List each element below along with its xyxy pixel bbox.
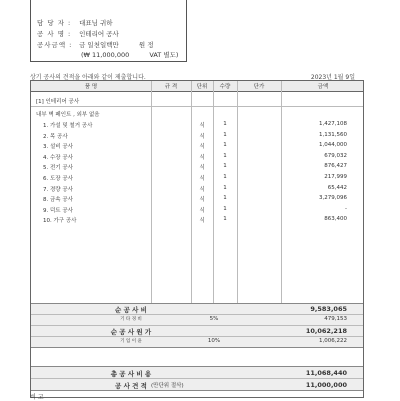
item-name: 1. 가설 및 철거 공사: [43, 123, 93, 129]
amount-unit: 원 정: [138, 41, 154, 49]
item-amount: -: [345, 205, 347, 212]
net-cost-label: 순 공 사 비: [115, 306, 147, 314]
item-unit: 식: [199, 144, 205, 151]
profit-label: 기 업 이 윤: [120, 339, 142, 344]
profit-rate: 10%: [207, 338, 221, 344]
header-item: 품 명: [84, 84, 98, 90]
manager-row: [37, 18, 113, 27]
row-divider: [31, 325, 363, 326]
item-amount: 876,427: [324, 163, 347, 170]
vat-note: VAT 별도): [149, 51, 179, 59]
item-amount: 1,044,000: [319, 142, 347, 149]
item-qty: 1: [223, 121, 227, 127]
project-row: [37, 29, 119, 38]
item-unit: 식: [199, 176, 205, 182]
item-amount: 863,400: [324, 216, 347, 223]
header-price: 단가: [253, 84, 265, 90]
estimate-note: (만단위 절삭): [151, 383, 184, 389]
item-qty: 1: [223, 184, 227, 191]
item-qty: 1: [223, 163, 227, 170]
header-spec: 규 격: [164, 84, 178, 90]
row-divider: [31, 336, 363, 337]
item-amount: 3,279,096: [319, 195, 347, 202]
estimate-value: 11,000,000: [305, 381, 347, 389]
item-unit: 식: [199, 218, 205, 225]
recipient-info-box: [30, 0, 187, 62]
col-line: [281, 81, 282, 303]
row-divider: [31, 303, 363, 304]
item-amount: 679,032: [324, 152, 347, 159]
section-title: [1] 인테리어 공사: [36, 99, 80, 105]
manager-value: 대표님 귀하: [79, 19, 113, 27]
item-amount: 65,442: [327, 184, 347, 191]
other-cost-label: 기 타 경 비: [120, 317, 142, 322]
header-amount: 금액: [317, 84, 329, 90]
item-name: 5. 전기 공사: [43, 165, 73, 172]
item-unit: 식: [199, 186, 205, 193]
estimate-table: [30, 80, 364, 398]
row-divider: [31, 390, 363, 391]
table-header: [31, 81, 363, 92]
project-label: 공 사 명 :: [37, 30, 72, 38]
item-name: 10. 가구 공사: [43, 218, 77, 225]
item-qty: 1: [223, 142, 227, 149]
intro-text: 상기 공사의 견적을 아래와 같이 제출합니다.: [30, 74, 146, 81]
col-line: [213, 81, 214, 303]
item-unit: 식: [199, 207, 205, 214]
row-divider: [31, 106, 363, 107]
amount-label: 공사금액 :: [37, 41, 73, 49]
net-cost-value: 9,583,065: [310, 305, 347, 313]
item-unit: 식: [199, 133, 205, 140]
item-unit: 식: [199, 165, 205, 172]
item-name: 3. 설비 공사: [43, 144, 73, 151]
row-divider: [31, 314, 363, 315]
header-qty: 수량: [219, 84, 231, 90]
item-name: 8. 금속 공사: [43, 197, 73, 204]
net-total-label: 순 공 사 원 가: [110, 328, 152, 336]
item-name: 7. 경량 공사: [43, 186, 73, 193]
item-qty: 1: [223, 152, 227, 159]
item-unit: 식: [199, 123, 205, 129]
estimate-label: 공 사 견 적: [115, 382, 147, 390]
total-cost-value: 11,068,440: [305, 369, 347, 377]
item-qty: 1: [223, 174, 227, 180]
item-amount: 1,131,560: [319, 131, 347, 138]
item-name: 9. 덕트 공사: [43, 207, 73, 214]
item-name: 2. 목 공사: [43, 133, 68, 140]
item-qty: 1: [223, 216, 227, 223]
remarks-label: 비 고: [30, 394, 44, 401]
amount-number: (₩ 11,000,000: [81, 51, 130, 59]
item-name: 6. 도장 공사: [43, 176, 73, 182]
row-divider: [31, 347, 363, 348]
item-name: 4. 수장 공사: [43, 154, 73, 161]
amount-number-row: [81, 50, 178, 59]
item-unit: 식: [199, 154, 205, 161]
net-total-value: 10,062,218: [305, 327, 347, 335]
other-cost-rate: 5%: [209, 316, 219, 322]
item-amount: 1,427,108: [319, 121, 347, 127]
item-amount: 217,999: [324, 174, 347, 180]
col-line: [237, 81, 238, 303]
row-divider: [31, 366, 363, 367]
amount-value: 금 일천일백만: [79, 41, 119, 49]
item-qty: 1: [223, 205, 227, 212]
manager-label: 담 당 자 :: [37, 19, 72, 27]
col-line: [151, 81, 152, 303]
other-cost-value: 479,153: [324, 316, 347, 322]
total-cost-label: 총 공 사 비 용: [110, 370, 152, 378]
estimate-date: 2023년 1월 9일: [310, 74, 355, 81]
amount-row: [37, 40, 154, 49]
project-value: 인테리어 공사: [79, 30, 119, 38]
item-qty: 1: [223, 195, 227, 202]
item-unit: 식: [199, 197, 205, 204]
subsection-title: 내부 벽 페인트 , 외부 없음: [36, 112, 100, 118]
profit-value: 1,006,222: [319, 338, 347, 344]
item-qty: 1: [223, 131, 227, 138]
header-unit: 단위: [196, 84, 208, 90]
row-divider: [31, 378, 363, 379]
